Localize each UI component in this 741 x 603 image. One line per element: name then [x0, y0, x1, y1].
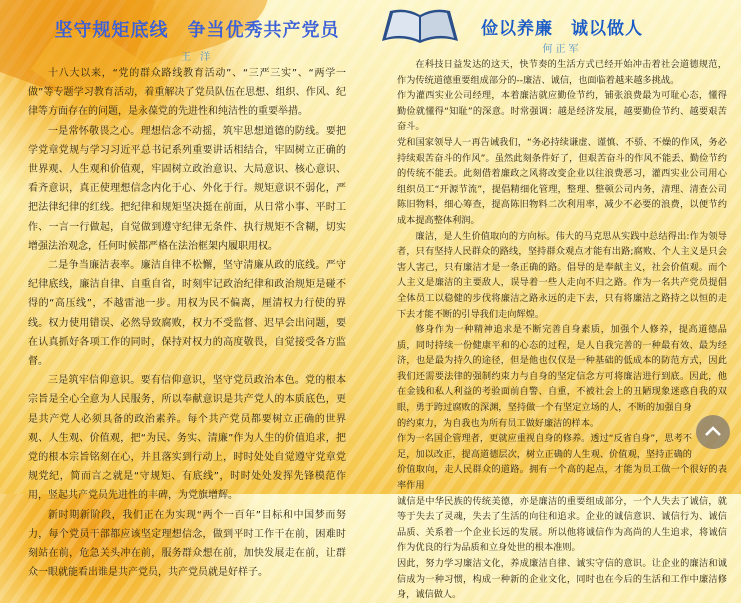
paragraph: 修身作为一种精神追求是不断完善自身素质，加强个人修养，提高道德品质，同时持续一份健康平和的心态的过程，是人自我完善的一种最有效、最为经济，也是最为持久的途径，但是他也仅仅是一种基础的低成本的防范方式，因此我们还需要法律的强制约束力与自身的坚定信念方可将廉洁进行到底。因此，他在金钱和私人利益的考验面前自警、自重，不被社会上的丑陋现象迷惑自我的双眼，勇于跨过腐败的深渊，坚持做一个有坚定立场的人，不断的加强自身的约束力，为自我也为所有员工做好廉洁的样本。 [397, 322, 727, 431]
paragraph: 作为一名国企管理者，更就应重视自身的修养。透过“反省自身”，思考不足，加以改正，提高道德层次，树立正确的人生观、价值观，坚持正确的价值取向，走人民群众的道路。拥有一个高的起点，才能为员工做一个很好的表率作用 [397, 431, 727, 493]
paragraph: 新时期新阶段，我们正在为实现“两个一百年”目标和中国梦而努力，每个党员干部都应该坚定理想信念，做到平时工作干在前，困难时刻站在前，危急关头冲在前，服务群众想在前，加快发展走在前，让群众一眼就能看出谁是共产党员，共产党员就是好样子。 [28, 506, 346, 583]
paragraph: 作为灌西实业公司经理，本着廉洁就应勤俭节约，铺张浪费最为可耻心态，懂得勤俭就懂得“知耻”的深意。时常强调：越是经济发展，越要勤俭节约、越要艰苦奋斗。 [397, 88, 727, 135]
article-author: 王 洋 [48, 48, 346, 63]
chevron-up-icon [704, 424, 722, 438]
scroll-to-top-button[interactable] [696, 415, 730, 449]
paragraph: 十八大以来，“党的群众路线教育活动”、“三严三实”、“两学一做”等专题学习教育活动，着重解决了党员队伍在思想、组织、作风、纪律等方面存在的问题，是永葆党的先进性和纯洁性的重要举措。 [28, 64, 346, 122]
right-article [397, 12, 727, 603]
left-article-body [28, 64, 346, 582]
article-author: 何正军 [397, 40, 727, 55]
paragraph: 三是筑牢信仰意识。要有信仰意识，坚守党员政治本色。党的根本宗旨是全心全意为人民服务，所以奉献意识是共产党人的本质底色，更是共产党人必须具备的政治素养。每个共产党员都要树立正确的世界观、人生观、价值观，把“为民、务实、清廉”作为人生的价值追求，把党的根本宗旨铭刻在心，并且落实到行动上，时时处处自觉遵守党章党规党纪，简而言之就是“守规矩、有底线”，时时处处发挥先锋模范作用，竖起共产党员先进性的丰碑，为党旗增辉。 [28, 371, 346, 505]
paragraph: 一是常怀敬畏之心。理想信念不动摇，筑牢思想道德的防线。要把学党章党规与学习习近平总书记系列重要讲话相结合，牢固树立正确的世界观、人生观和价值观，牢固树立政治意识、大局意识、核心意识、看齐意识，真正使理想信念内化于心、外化于行。规矩意识不弱化，严把法律纪律的红线。把纪律和规矩坚决挺在前面，从日常小事、平时工作、一言一行做起，自觉做到遵守纪律无条件、执行规矩不含糊，切实增强法治观念，任何时候都严格在法治框架内履职用权。 [28, 122, 346, 256]
paragraph: 在科技日益发达的这天，快节奏的生活方式已经开始冲击着社会道德规范，作为传统道德重要组成部分的--廉洁、诚信，也面临着越来越多挑战。 [397, 57, 727, 88]
article-title: 俭以养廉 诚以做人 [397, 12, 727, 39]
paragraph: 因此，努力学习廉洁文化，养成廉洁自律、诚实守信的意识。让企业的廉洁和诚信成为一种习惯，构成一种新的企业文化，同时也在今后的生活和工作中廉洁修身，诚信做人。 [397, 556, 727, 603]
paragraph: 党和国家领导人一再告诫我们，“务必持续谦虚、谨慎、不骄、不燥的作风，务必持续艰苦奋斗的作风”。虽然此刻条件好了，但艰苦奋斗的作风不能丢、勤俭节约的传统不能丢。此刻借着廉政之风将改变企业以往浪费恶习，灌西实业公司用心组织员工“开源节流”，提倡精细化管理，整理、整顿公司内务，清理、清查公司陈旧物料，细心筹查，提高陈旧物料二次利用率，减少不必要的浪费，以便节约成本提高整体利润。 [397, 135, 727, 229]
paragraph: 诚信是中华民族的传统美德，亦是廉洁的重要组成部分，一个人失去了诚信，就等于失去了灵魂，失去了生活的向往和追求。企业的诚信意识、诚信行为、诚信品质、关系着一个企业长远的发展。所以他将诚信作为高尚的人生追求，将诚信作为优良的行为品质和立身处世的根本准则。 [397, 494, 727, 556]
article-title: 坚守规矩底线 争当优秀共产党员 [48, 12, 346, 42]
paragraph: 廉洁，是人生价值取向的方向标。伟大的马克思从实践中总结得出:作为领导者，只有坚持人民群众的路线，坚持群众观点才能有出路;腐败、个人主义是只会害人害己，只有廉洁才是一条正确的路。倡导的是奉献主义，社会价值观。而个人主义是廉洁的主要敌人，误导着一些人走向不归之路。作为一名共产党员提倡全体员工以稳健的步伐将廉洁之路永远的走下去，只有将廉洁之路持之以恒的走下去才能不断的引导我们走向辉煌。 [397, 229, 727, 323]
paragraph: 二是争当廉洁表率。廉洁自律不松懈，坚守清廉从政的底线。严守纪律底线，廉洁自律、自重自省，时刻牢记政治纪律和政治规矩是碰不得的“高压线”，不越雷池一步。用权为民不偏离，厘清权力行使的界线。权力使用错误、必然导致腐败，权力不受监督、迟早会出问题，要在认真抓好各项工作的同时，保持对权力的高度敬畏，自觉接受各方监督。 [28, 256, 346, 371]
right-article-body [397, 57, 727, 603]
left-article [28, 12, 346, 582]
